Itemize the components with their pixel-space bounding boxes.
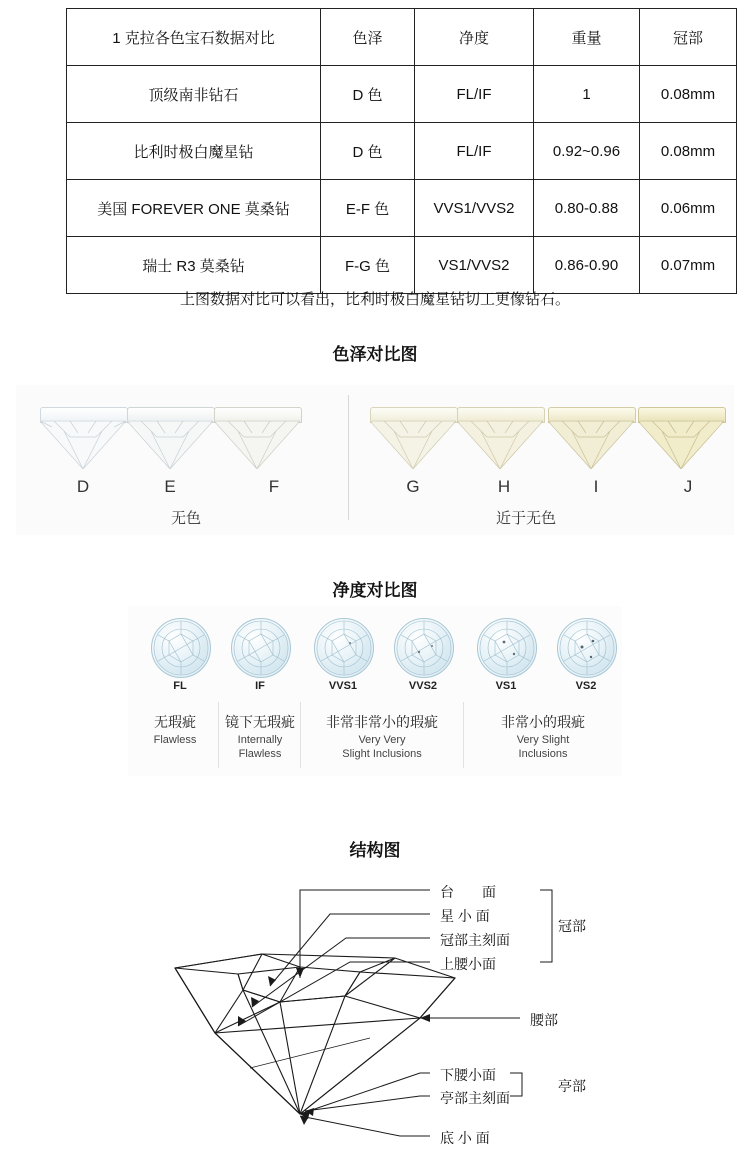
clarity-stone-VVS1 [314, 618, 374, 678]
clarity-caption-en-if-line2: Flawless [238, 748, 282, 760]
table-header-cell: 重量 [534, 9, 640, 66]
structure-label-upper-girdle-facet: 上腰小面 [440, 956, 496, 972]
structure-label-table: 台 面 [440, 884, 496, 900]
gem-label-F: F [268, 477, 280, 496]
color-group-divider [348, 395, 349, 520]
color-section-title: 色泽对比图 [332, 345, 418, 364]
table-cell: 0.08mm [640, 66, 737, 123]
clarity-caption-en-vs-line1: Very Slight [516, 734, 570, 746]
clarity-caption-en-if-line1: Internally [237, 734, 283, 746]
clarity-caption-en-flawless: Flawless [153, 734, 197, 746]
clarity-caption-en-vvs-line1: Very Very [358, 734, 406, 746]
table-cell: VS1/VVS2 [415, 237, 534, 294]
clarity-stone-VVS2 [394, 618, 454, 678]
gem-diamond-I [548, 407, 634, 469]
structure-label-culet: 底 小 面 [440, 1130, 490, 1146]
clarity-divider [218, 702, 219, 768]
gem-diamond-F [214, 407, 300, 469]
gem-label-G: G [406, 477, 420, 496]
table-cell: 美国 FOREVER ONE 莫桑钻 [67, 180, 321, 237]
structure-label-pavilion-main-facet: 亭部主刻面 [440, 1090, 510, 1106]
gem-diamond-G [370, 407, 456, 469]
table-cell: VVS1/VVS2 [415, 180, 534, 237]
table-cell: FL/IF [415, 66, 534, 123]
table-cell: 0.80-0.88 [534, 180, 640, 237]
table-cell: F-G 色 [321, 237, 415, 294]
color-group-label-colorless: 无色 [170, 510, 201, 527]
clarity-code-IF: IF [255, 680, 265, 692]
clarity-stone-VS1 [477, 618, 537, 678]
table-cell: 0.07mm [640, 237, 737, 294]
diamond-structure-svg [0, 868, 750, 1156]
table-header-cell: 冠部 [640, 9, 737, 66]
clarity-code-FL: FL [173, 680, 187, 692]
table-header-cell: 色泽 [321, 9, 415, 66]
clarity-caption-cn-flawless: 无瑕疵 [154, 714, 196, 730]
table-row [67, 180, 737, 237]
table-cell: 0.06mm [640, 180, 737, 237]
table-row [67, 237, 737, 294]
clarity-code-VS2: VS2 [575, 680, 597, 692]
structure-label-lower-girdle-facet: 下腰小面 [440, 1067, 496, 1083]
table-cell: 顶级南非钻石 [67, 66, 321, 123]
gem-diamond-E [127, 407, 213, 469]
table-row [67, 123, 737, 180]
table-note: 上图数据对比可以看出，比利时极白魔星钻切工更像钻石。 [179, 291, 570, 308]
clarity-section-title: 净度对比图 [332, 581, 418, 600]
table-cell: D 色 [321, 66, 415, 123]
table-cell: 0.86-0.90 [534, 237, 640, 294]
table-cell: FL/IF [415, 123, 534, 180]
structure-diagram [0, 868, 750, 1156]
clarity-divider [300, 702, 301, 768]
clarity-caption-en-vs-line2: Inclusions [518, 748, 568, 760]
structure-group-label-crown: 冠部 [558, 918, 586, 934]
gem-label-I: I [593, 477, 599, 496]
clarity-divider [463, 702, 464, 768]
table-cell: 0.08mm [640, 123, 737, 180]
color-group-label-near-colorless: 近于无色 [495, 510, 556, 527]
structure-label-crown-main-facet: 冠部主刻面 [440, 932, 510, 948]
gem-diamond-D [40, 407, 126, 469]
clarity-caption-cn-vs: 非常小的瑕疵 [501, 714, 585, 730]
gem-label-D: D [76, 477, 90, 496]
gem-label-E: E [164, 477, 176, 496]
clarity-code-VVS2: VVS2 [408, 680, 438, 692]
color-comparison-panel [16, 385, 734, 535]
clarity-caption-en-vvs-line2: Slight Inclusions [342, 748, 422, 760]
table-cell: 比利时极白魔星钻 [67, 123, 321, 180]
clarity-stone-VS2 [557, 618, 617, 678]
clarity-caption-cn-vvs: 非常非常小的瑕疵 [326, 714, 438, 730]
gem-label-H: H [497, 477, 511, 496]
clarity-stone-FL [151, 618, 211, 678]
clarity-caption-cn-if: 镜下无瑕疵 [225, 714, 295, 730]
structure-label-girdle: 腰部 [530, 1012, 558, 1028]
gem-diamond-H [457, 407, 543, 469]
clarity-comparison-panel [128, 606, 622, 776]
clarity-code-VVS1: VVS1 [328, 680, 358, 692]
spec-table [66, 8, 737, 294]
gem-diamond-J [638, 407, 724, 469]
gem-label-J: J [683, 477, 693, 496]
table-header-cell: 1 克拉各色宝石数据对比 [67, 9, 321, 66]
table-cell: E-F 色 [321, 180, 415, 237]
table-cell: 1 [534, 66, 640, 123]
clarity-stone-IF [231, 618, 291, 678]
table-header-row [67, 9, 737, 66]
table-cell: 0.92~0.96 [534, 123, 640, 180]
table-header-cell: 净度 [415, 9, 534, 66]
table-row [67, 66, 737, 123]
spec-table-container [66, 8, 716, 294]
structure-group-label-pavilion: 亭部 [558, 1078, 586, 1094]
structure-section-title: 结构图 [349, 841, 401, 860]
table-cell: D 色 [321, 123, 415, 180]
table-cell: 瑞士 R3 莫桑钻 [67, 237, 321, 294]
clarity-code-VS1: VS1 [495, 680, 517, 692]
structure-label-star-facet: 星 小 面 [440, 908, 490, 924]
